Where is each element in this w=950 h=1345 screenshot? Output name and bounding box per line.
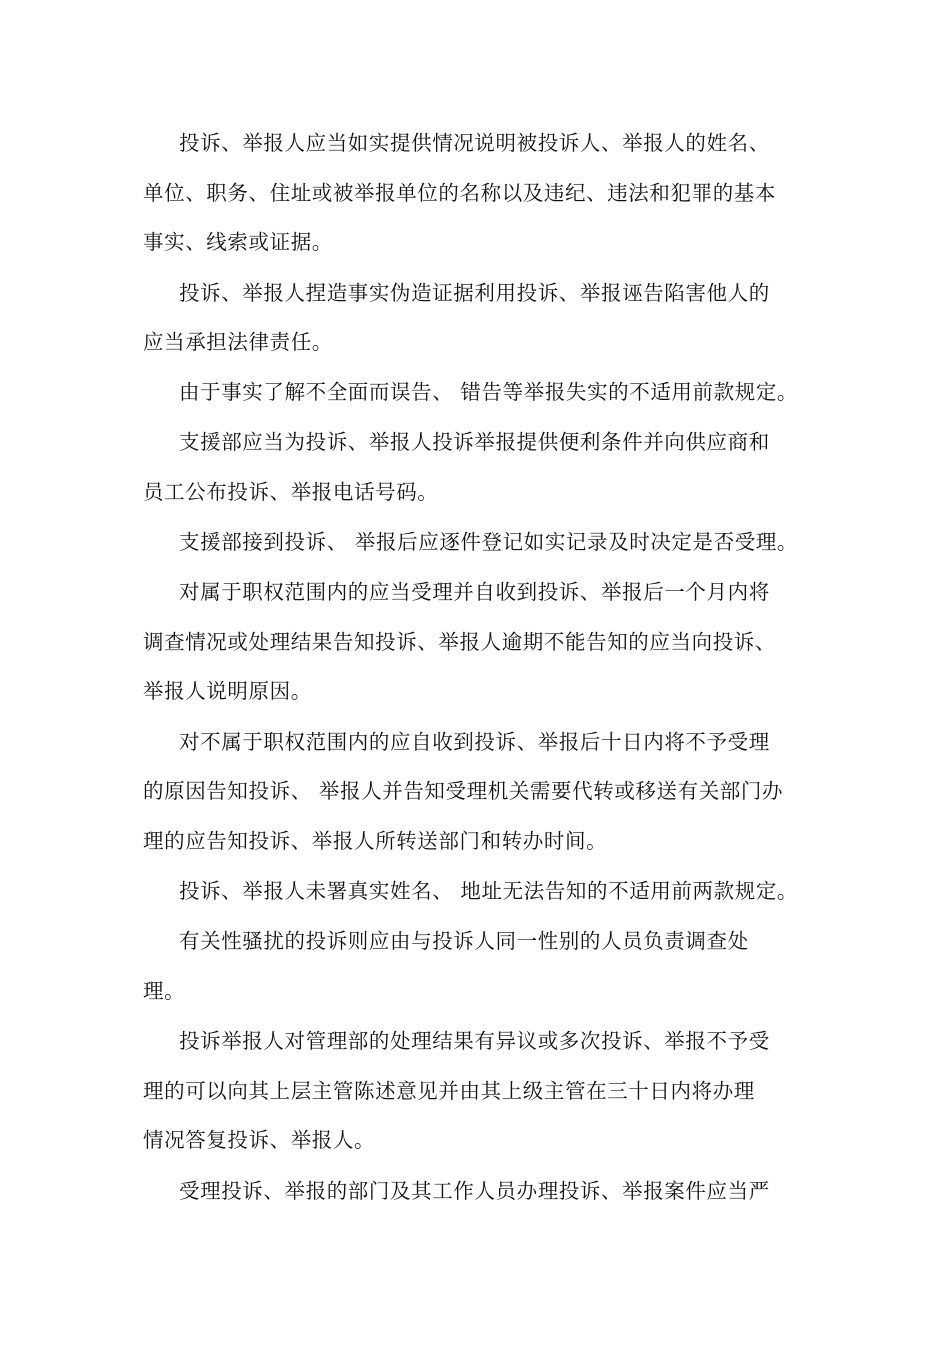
text-line: 的原因告知投诉、 举报人并告知受理机关需要代转或移送有关部门办 [143, 779, 784, 803]
text-line: 调查情况或处理结果告知投诉、举报人逾期不能告知的应当向投诉、 [143, 630, 776, 654]
text-line: 对属于职权范围内的应当受理并自收到投诉、举报后一个月内将 [179, 580, 770, 604]
text-line: 单位、职务、住址或被举报单位的名称以及违纪、违法和犯罪的基本 [143, 181, 776, 205]
text-line: 投诉、举报人应当如实提供情况说明被投诉人、举报人的姓名、 [179, 131, 770, 155]
text-line: 应当承担法律责任。 [143, 330, 333, 354]
text-line: 理的应告知投诉、举报人所转送部门和转办时间。 [143, 829, 608, 853]
text-line: 举报人说明原因。 [143, 679, 312, 703]
text-line: 情况答复投诉、举报人。 [143, 1128, 376, 1152]
text-line: 支援部接到投诉、 举报后应逐件登记如实记录及时决定是否受理。 [179, 530, 799, 554]
text-line: 理。 [143, 979, 186, 1003]
text-line: 由于事实了解不全面而误告、 错告等举报失实的不适用前款规定。 [179, 380, 799, 404]
text-line: 有关性骚扰的投诉则应由与投诉人同一性别的人员负责调查处 [179, 929, 749, 953]
text-line: 事实、线索或证据。 [143, 230, 333, 254]
text-line: 对不属于职权范围内的应自收到投诉、举报后十日内将不予受理 [179, 730, 770, 754]
text-line: 投诉举报人对管理部的处理结果有异议或多次投诉、举报不予受 [179, 1029, 770, 1053]
text-line: 受理投诉、举报的部门及其工作人员办理投诉、举报案件应当严 [179, 1179, 770, 1203]
text-line: 投诉、举报人捏造事实伪造证据利用投诉、举报诬告陷害他人的 [179, 281, 770, 305]
text-line: 理的可以向其上层主管陈述意见并由其上级主管在三十日内将办理 [143, 1079, 755, 1103]
text-line: 支援部应当为投诉、举报人投诉举报提供便利条件并向供应商和 [179, 430, 770, 454]
text-line: 投诉、举报人未署真实姓名、 地址无法告知的不适用前两款规定。 [179, 879, 799, 903]
text-line: 员工公布投诉、举报电话号码。 [143, 480, 439, 504]
